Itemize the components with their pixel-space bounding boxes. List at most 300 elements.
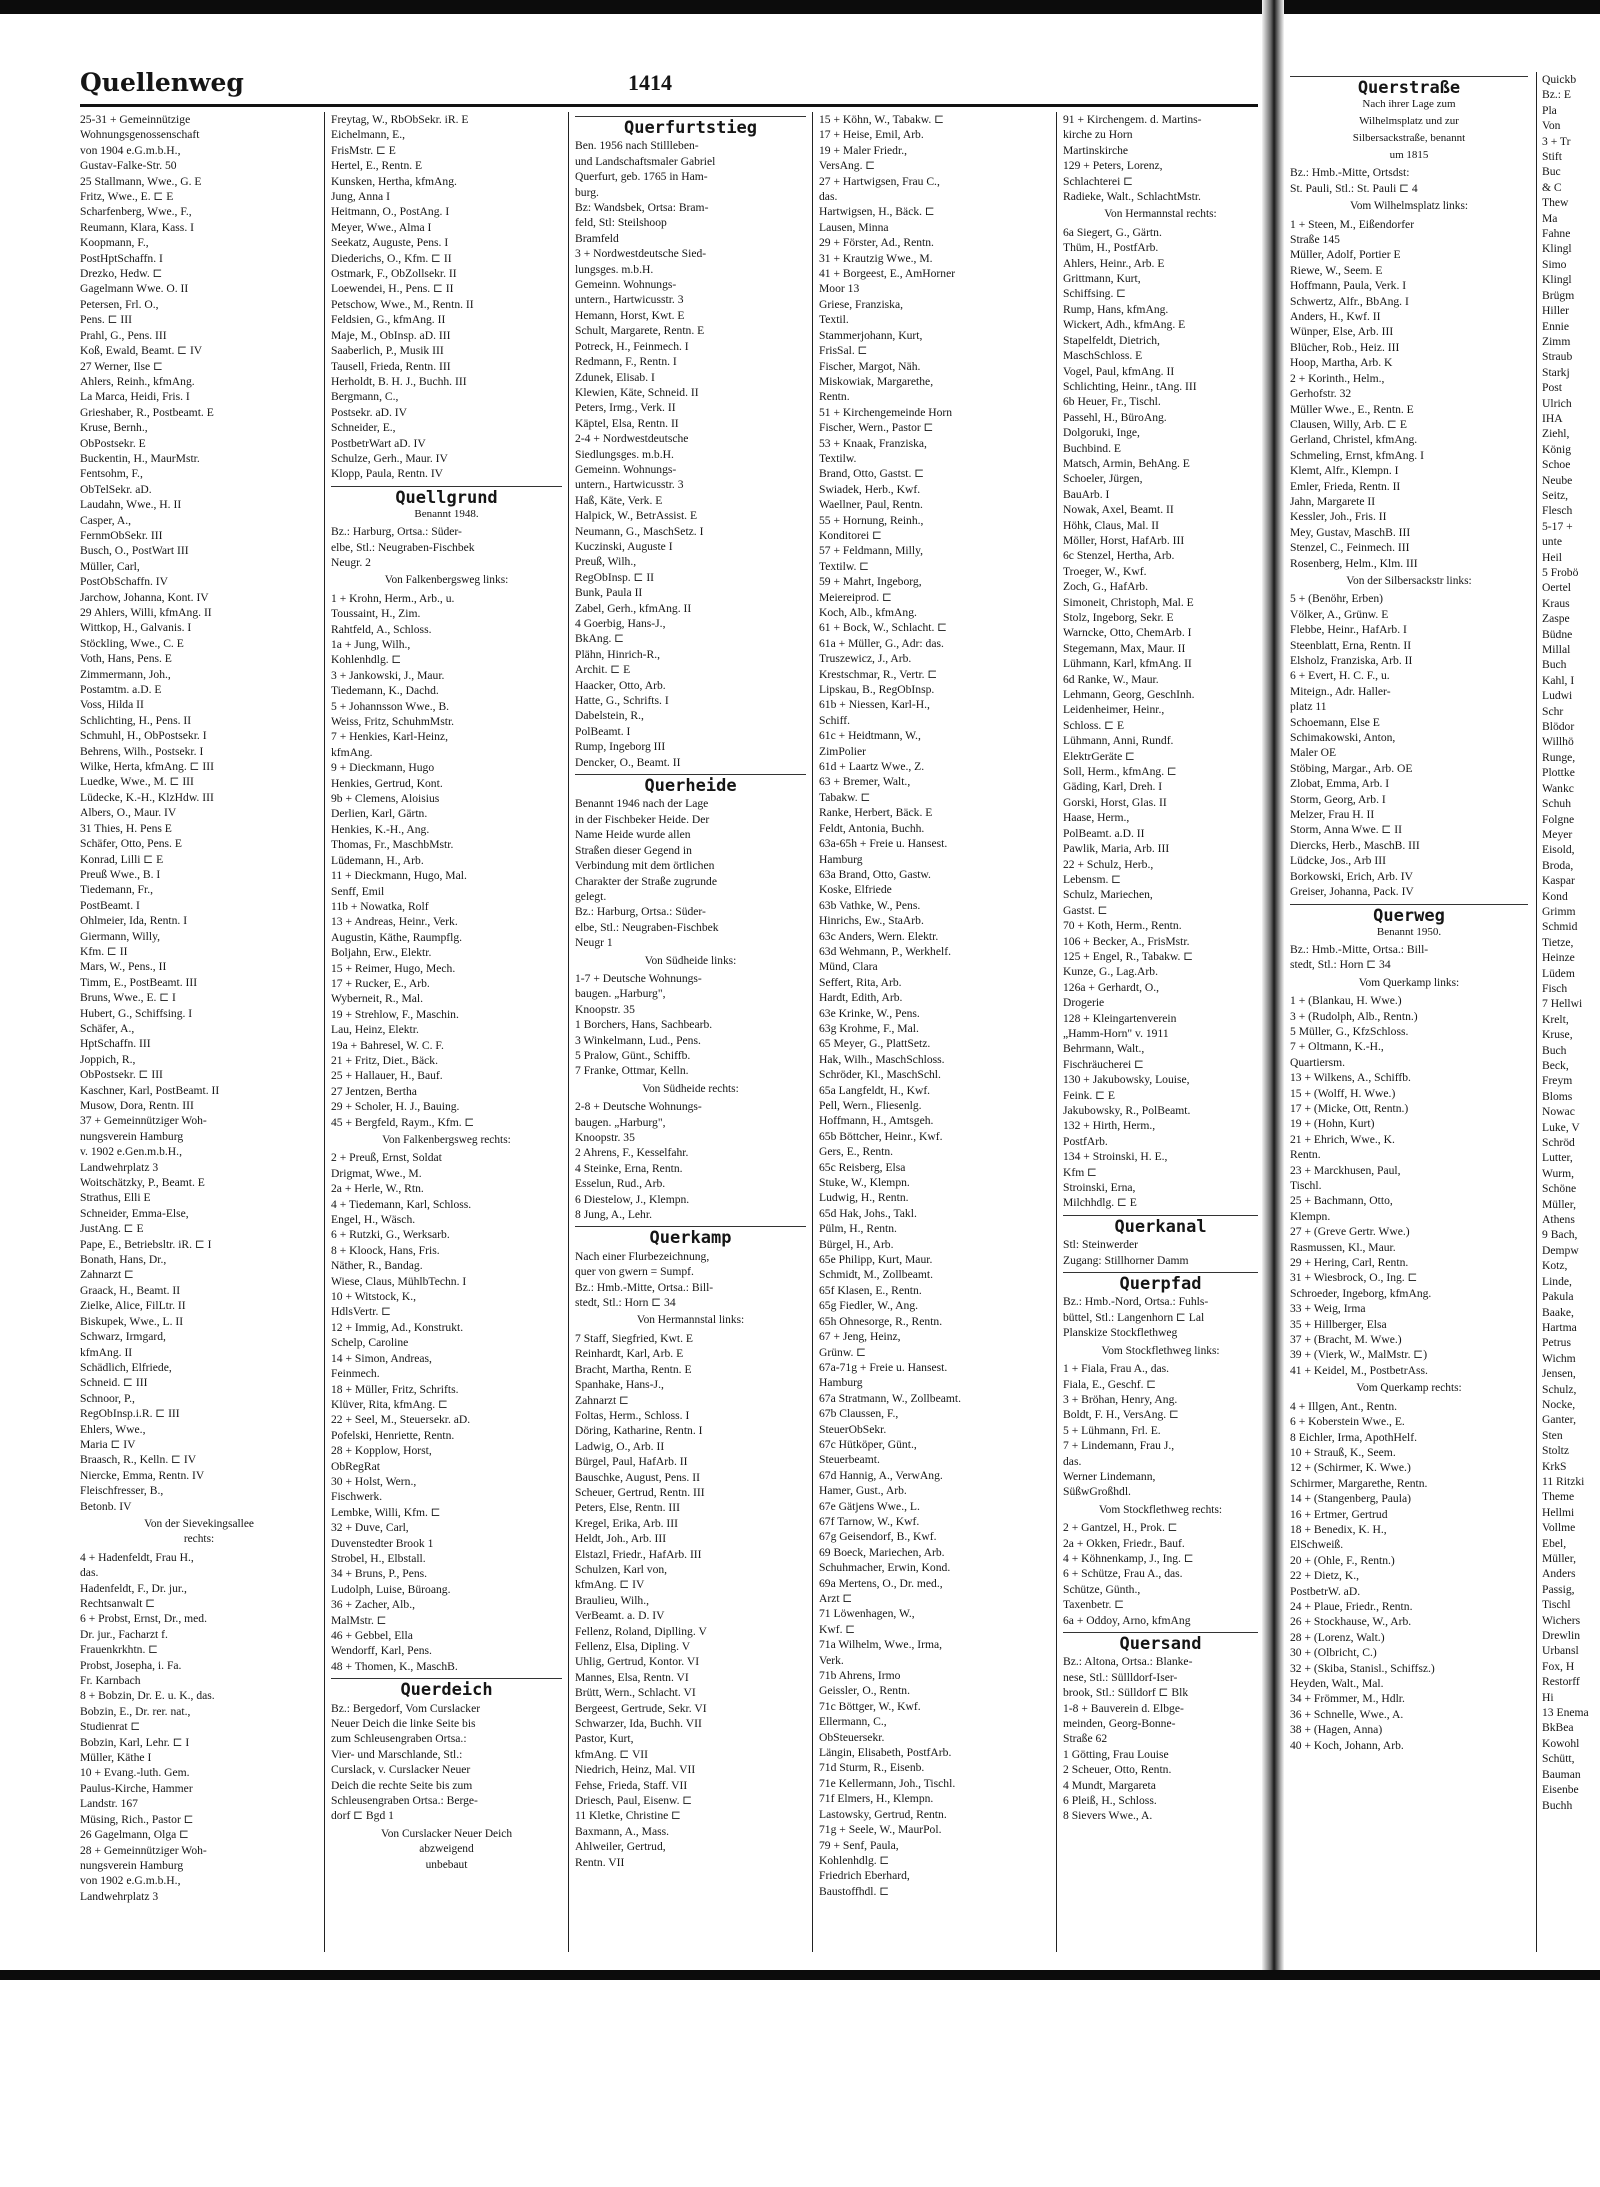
entry-line: Tischl bbox=[1542, 1598, 1571, 1612]
entry-line: Scharfenberg, Wwe., F., bbox=[80, 205, 192, 219]
entry-line: Simoneit, Christoph, Mal. E bbox=[1063, 595, 1194, 609]
entry-line: 41 + Borgeest, E., AmHorner bbox=[819, 267, 956, 281]
entry-line: 33 + Weig, Irma bbox=[1290, 1302, 1366, 1316]
entry-line: Kotz, bbox=[1542, 1259, 1568, 1273]
entry-line: Stammerjohann, Kurt, bbox=[819, 328, 923, 342]
entry-line: 2 + Preuß, Ernst, Soldat bbox=[331, 1151, 442, 1165]
entry-line: Schneider, E., bbox=[331, 421, 396, 435]
entry-line: Straße 62 bbox=[1063, 1732, 1108, 1746]
entry-line: Scheuer, Gertrud, Rentn. III bbox=[575, 1485, 705, 1499]
column bbox=[812, 112, 1050, 1952]
entry-line: Käptel, Elsa, Rentn. II bbox=[575, 416, 679, 430]
subheading-line: Von Curslacker Neuer Deich bbox=[380, 1827, 513, 1840]
entry-line: Thüm, H., PostfArb. bbox=[1063, 241, 1159, 255]
entry-line: Moor 13 bbox=[819, 282, 860, 296]
entry-line: 25 + Hallauer, H., Bauf. bbox=[331, 1069, 443, 1083]
street-description: Nach ihrer Lage zum bbox=[1362, 98, 1456, 111]
address-block bbox=[331, 1150, 562, 1674]
entry-line: Geissler, O., Rentn. bbox=[819, 1684, 910, 1698]
entry-line: 3 + Tr bbox=[1542, 134, 1571, 148]
entry-line: 67c Hütköper, Günt., bbox=[819, 1437, 917, 1451]
entry-line: Soll, Herm., kfmAng. ⊏ bbox=[1063, 765, 1177, 779]
entry-line: Jung, Anna I bbox=[331, 190, 390, 204]
entry-line: Rasmussen, Kl., Maur. bbox=[1290, 1240, 1396, 1254]
entry-line: Niercke, Emma, Rentn. IV bbox=[80, 1468, 205, 1482]
entry-line: Postamtm. a.D. E bbox=[80, 683, 162, 697]
entry-line: Bauman bbox=[1542, 1767, 1581, 1781]
entry-line: Lehmann, Georg, GeschInh. bbox=[1063, 688, 1195, 702]
entry-line: Schäfer, Otto, Pens. E bbox=[80, 837, 182, 851]
entry-line: St. Pauli, Stl.: St. Pauli ⊏ 4 bbox=[1290, 181, 1418, 195]
entry-line: 55 + Hornung, Reinh., bbox=[819, 513, 924, 527]
address-block bbox=[331, 112, 562, 482]
street-section bbox=[1063, 1215, 1258, 1235]
entry-line: Rentn. VII bbox=[575, 1855, 625, 1869]
entry-line: Rechtsanwalt ⊏ bbox=[80, 1597, 156, 1610]
entry-line: Buch bbox=[1542, 1043, 1567, 1057]
entry-line: Biskupek, Wwe., L. II bbox=[80, 1314, 184, 1328]
entry-line: 67d Hannig, A., VerwAng. bbox=[819, 1468, 943, 1482]
entry-line: Bergmann, C., bbox=[331, 390, 399, 404]
entry-line: Ranke, Herbert, Bäck. E bbox=[819, 806, 933, 820]
entry-line: Haacker, Otto, Arb. bbox=[575, 678, 666, 692]
street-heading: Querheide bbox=[644, 776, 737, 797]
entry-line: 13 + Wilkens, A., Schiffb. bbox=[1290, 1071, 1411, 1085]
entry-line: 19 + Strehlow, F., Maschin. bbox=[331, 1007, 459, 1021]
entry-line: Wichm bbox=[1542, 1351, 1576, 1365]
entry-line: Luedke, Wwe., M. ⊏ III bbox=[80, 775, 194, 789]
entry-line: Kruse, Bernh., bbox=[80, 421, 148, 435]
entry-line: Wichers bbox=[1542, 1613, 1581, 1627]
entry-line: Schulze, Gerh., Maur. IV bbox=[331, 451, 448, 465]
street-description: um 1815 bbox=[1389, 149, 1429, 162]
entry-line: 79 + Senf, Paula, bbox=[819, 1838, 899, 1852]
entry-line: Ahlers, Heinr., Arb. E bbox=[1063, 256, 1165, 270]
running-head-street: Quellenweg bbox=[80, 68, 244, 97]
entry-line: 6a Siegert, G., Gärtn. bbox=[1063, 225, 1162, 239]
entry-line: zum Schleusengraben Ortsa.: bbox=[331, 1732, 467, 1746]
entry-line: Hertel, E., Rentn. E bbox=[331, 159, 423, 173]
entry-line: Verbindung mit dem örtlichen bbox=[575, 859, 715, 873]
subheading-line: Vom Wilhelmsplatz links: bbox=[1349, 200, 1469, 213]
entry-line: 29 Ahlers, Willi, kfmAng. II bbox=[80, 606, 212, 619]
entry-line: Schimakowski, Anton, bbox=[1290, 731, 1396, 745]
entry-line: 9 + Dieckmann, Hugo bbox=[331, 761, 435, 775]
entry-line: 71d Sturm, R., Eisenb. bbox=[819, 1761, 925, 1775]
entry-line: Schlichting, H., Pens. II bbox=[80, 713, 192, 727]
entry-line: Textil. bbox=[819, 313, 849, 327]
entry-line: 6 + Koberstein Wwe., E. bbox=[1290, 1415, 1405, 1429]
entry-line: Strobel, H., Elbstall. bbox=[331, 1551, 426, 1565]
entry-line: Maje, M., ObInsp. aD. III bbox=[331, 328, 451, 342]
entry-line: Jahn, Margarete II bbox=[1290, 494, 1376, 508]
entry-line: Diederichs, O., Kfm. ⊏ II bbox=[331, 251, 452, 265]
entry-line: Verk. bbox=[819, 1653, 844, 1667]
entry-line: 34 + Frömmer, M., Hdlr. bbox=[1290, 1692, 1405, 1706]
entry-line: 4 + Illgen, Ant., Rentn. bbox=[1290, 1399, 1398, 1413]
entry-line: Fiala, E., Geschf. ⊏ bbox=[1063, 1377, 1157, 1391]
entry-line: Bobzin, E., Dr. rer. nat., bbox=[80, 1704, 191, 1718]
entry-line: Schuhmacher, Erwin, Kond. bbox=[819, 1561, 951, 1575]
entry-line: Fr. Karnbach bbox=[80, 1674, 141, 1688]
address-block bbox=[1290, 993, 1528, 1378]
entry-line: KrkS bbox=[1542, 1459, 1567, 1473]
entry-line: Potreck, H., Feinmech. I bbox=[575, 339, 689, 353]
entry-line: 22 + Dietz, K., bbox=[1290, 1569, 1360, 1583]
entry-line: das. bbox=[80, 1566, 99, 1580]
entry-line: untern., Hartwicusstr. 3 bbox=[575, 293, 684, 307]
entry-line: Ohlmeier, Ida, Rentn. I bbox=[80, 914, 188, 928]
entry-line: 36 + Schnelle, Wwe., A. bbox=[1290, 1707, 1404, 1721]
entry-line: 23 + Marckhusen, Paul, bbox=[1290, 1163, 1401, 1177]
entry-line: Klewien, Käte, Schneid. II bbox=[575, 385, 699, 399]
entry-line: Fischer, Wern., Pastor ⊏ bbox=[819, 421, 934, 435]
entry-line: 59 + Mahrt, Ingeborg, bbox=[819, 575, 922, 589]
entry-line: 61d + Laartz Wwe., Z. bbox=[819, 760, 925, 774]
entry-line: nese, Stl.: Süllldorf-Iser- bbox=[1063, 1670, 1178, 1684]
entry-line: Timm, E., PostBeamt. III bbox=[80, 975, 198, 989]
entry-line: Klingl bbox=[1542, 242, 1572, 256]
side-subheading bbox=[1063, 207, 1258, 222]
entry-line: Textilw. ⊏ bbox=[819, 559, 870, 573]
entry-line: Näther, R., Bandag. bbox=[331, 1259, 423, 1273]
entry-line: 26 Gagelmann, Olga ⊏ bbox=[80, 1828, 189, 1842]
entry-line: Krelt, bbox=[1542, 1012, 1569, 1026]
entry-line: Querfurt, geb. 1765 in Ham- bbox=[575, 170, 708, 184]
entry-line: Schnoor, P., bbox=[80, 1391, 135, 1405]
entry-line: 4 Goerbig, Hans-J., bbox=[575, 617, 666, 630]
entry-line: Schloss. ⊏ E bbox=[1063, 718, 1125, 732]
entry-line: Arzt ⊏ bbox=[819, 1592, 853, 1605]
entry-line: Bz.: Hmb.-Nord, Ortsa.: Fuhls- bbox=[1063, 1295, 1209, 1309]
entry-line: 22 + Seel, M., Steuersekr. aD. bbox=[331, 1413, 471, 1427]
entry-line: 4 Steinke, Erna, Rentn. bbox=[575, 1161, 683, 1175]
entry-line: Diercks, Herb., MaschB. III bbox=[1290, 838, 1420, 852]
entry-line: Ludolph, Luise, Büroang. bbox=[331, 1582, 451, 1596]
entry-line: Müller, Carl, bbox=[80, 559, 140, 573]
subheading-line: Vom Querkamp links: bbox=[1358, 976, 1460, 989]
entry-line: Senff, Emil bbox=[331, 884, 385, 898]
entry-line: 63e Krinke, W., Pens. bbox=[819, 1006, 920, 1020]
entry-line: Lühmann, Anni, Rundf. bbox=[1063, 734, 1174, 748]
entry-line: Niedrich, Heinz, Mal. VII bbox=[575, 1763, 696, 1777]
entry-line: Kond bbox=[1542, 889, 1568, 903]
subheading-line: Von Falkenbergsweg links: bbox=[384, 574, 509, 587]
entry-line: Gemeinn. Wohnungs- bbox=[575, 278, 677, 292]
entry-line: 8 Sievers Wwe., A. bbox=[1063, 1809, 1153, 1823]
entry-line: Heldt, Joh., Arb. III bbox=[575, 1532, 667, 1546]
entry-line: Tischl. bbox=[1290, 1179, 1322, 1192]
entry-line: Hartwigsen, H., Bäck. ⊏ bbox=[819, 205, 935, 219]
street-description: Wilhelmsplatz und zur bbox=[1359, 115, 1459, 128]
entry-line: Kraus bbox=[1542, 596, 1570, 610]
entry-line: Folgne bbox=[1542, 812, 1575, 826]
entry-line: 12 + (Schirmer, K. Wwe.) bbox=[1290, 1461, 1411, 1475]
side-subheading bbox=[80, 1517, 318, 1548]
entry-line: Urbansl bbox=[1542, 1644, 1579, 1658]
entry-line: Fischwerk. bbox=[331, 1490, 383, 1504]
entry-line: unte bbox=[1542, 535, 1562, 549]
entry-line: Hatte, G., Schrifts. I bbox=[575, 694, 669, 708]
entry-line: 71b Ahrens, Irmo bbox=[819, 1669, 901, 1683]
entry-line: Wittkop, H., Galvanis. I bbox=[80, 621, 192, 635]
entry-line: Haß, Käte, Verk. E bbox=[575, 493, 663, 507]
entry-line: 71c Böttger, W., Kwf. bbox=[819, 1699, 921, 1713]
entry-line: Schmeling, Ernst, kfmAng. I bbox=[1290, 448, 1424, 462]
entry-line: Brügm bbox=[1542, 288, 1575, 302]
entry-line: Stapelfeldt, Dietrich, bbox=[1063, 333, 1160, 347]
entry-line: 61 + Bock, W., Schlacht. ⊏ bbox=[819, 621, 948, 635]
entry-line: 51 + Kirchengemeinde Horn bbox=[819, 405, 953, 419]
entry-line: Betonb. IV bbox=[80, 1499, 132, 1513]
entry-line: 29 + Hering, Carl, Rentn. bbox=[1290, 1256, 1409, 1270]
entry-line: Mey, Gustav, MaschB. III bbox=[1290, 525, 1411, 539]
entry-line: Lüdecke, K.-H., KlzHdw. III bbox=[80, 790, 214, 804]
entry-line: Willhö bbox=[1542, 735, 1574, 749]
entry-line: PolBeamt. I bbox=[575, 724, 631, 738]
entry-line: Heil bbox=[1542, 550, 1562, 564]
entry-line: Archit. ⊏ E bbox=[575, 663, 631, 677]
right-column bbox=[1290, 72, 1528, 1952]
entry-line: Kahl, I bbox=[1542, 673, 1575, 687]
entry-line: Ebel, bbox=[1542, 1536, 1567, 1550]
entry-line: 38 + (Hagen, Anna) bbox=[1290, 1723, 1383, 1737]
entry-line: Straub bbox=[1542, 350, 1573, 364]
entry-line: 126a + Gerhardt, O., bbox=[1063, 980, 1160, 994]
address-block bbox=[1290, 1399, 1528, 1753]
subheading-line: Von Hermannstal links: bbox=[636, 1314, 745, 1327]
entry-line: Oertel bbox=[1542, 581, 1571, 595]
entry-line: Buchbind. E bbox=[1063, 441, 1121, 455]
entry-line: Laudahn, Wwe., H. II bbox=[80, 498, 182, 512]
entry-line: Quickb bbox=[1542, 73, 1577, 86]
entry-line: Hartma bbox=[1542, 1320, 1577, 1334]
entry-line: Baake, bbox=[1542, 1305, 1574, 1319]
entry-line: Lüdcke, Jos., Arb III bbox=[1290, 854, 1386, 868]
entry-line: Kregel, Erika, Arb. III bbox=[575, 1516, 679, 1530]
entry-line: 3 Winkelmann, Lud., Pens. bbox=[575, 1033, 701, 1047]
side-subheading bbox=[1290, 574, 1528, 589]
entry-line: Hoop, Martha, Arb. K bbox=[1290, 356, 1393, 370]
entry-line: Schoemann, Else E bbox=[1290, 715, 1380, 729]
entry-line: Melzer, Frau H. II bbox=[1290, 808, 1375, 822]
entry-line: 67a-71g + Freie u. Hansest. bbox=[819, 1360, 948, 1374]
entry-line: Graack, H., Beamt. II bbox=[80, 1283, 181, 1297]
entry-line: Buch bbox=[1542, 658, 1567, 672]
entry-line: Lutter, bbox=[1542, 1151, 1573, 1165]
entry-line: Döring, Katharine, Rentn. I bbox=[575, 1424, 703, 1438]
entry-line: 17 + (Micke, Ott, Rentn.) bbox=[1290, 1101, 1409, 1115]
entry-line: Elstazl, Friedr., HafArb. III bbox=[575, 1547, 702, 1561]
entry-line: Lembke, Willi, Kfm. ⊏ bbox=[331, 1505, 441, 1519]
entry-line: Schlachterei ⊏ bbox=[1063, 174, 1134, 188]
entry-line: Deich die rechte Seite bis zum bbox=[331, 1778, 473, 1792]
entry-line: Wendorff, Karl, Pens. bbox=[331, 1644, 432, 1658]
entry-line: Postsekr. aD. IV bbox=[331, 405, 407, 419]
entry-line: Storm, Anna Wwe. ⊏ II bbox=[1290, 823, 1402, 837]
entry-line: Schädlich, Elfriede, bbox=[80, 1360, 172, 1374]
entry-line: Zoch, G., HafArb. bbox=[1063, 580, 1148, 594]
entry-line: 25 + Bachmann, Otto, bbox=[1290, 1194, 1393, 1208]
entry-line: 1 + Fiala, Frau A., das. bbox=[1063, 1362, 1170, 1376]
entry-line: Koch, Alb., kfmAng. bbox=[819, 606, 917, 619]
entry-line: das. bbox=[819, 190, 838, 204]
column bbox=[324, 112, 562, 1952]
entry-line: Boljahn, Erw., Elektr. bbox=[331, 946, 432, 960]
entry-line: Friedrich Eberhard, bbox=[819, 1869, 910, 1883]
entry-line: platz 11 bbox=[1290, 700, 1327, 714]
entry-line: Jensen, bbox=[1542, 1367, 1576, 1381]
entry-line: Münd, Clara bbox=[819, 960, 878, 974]
entry-line: Kowohl bbox=[1542, 1736, 1580, 1750]
entry-line: 63a-65h + Freie u. Hansest. bbox=[819, 837, 948, 851]
entry-line: 1 Borchers, Hans, Sachbearb. bbox=[575, 1018, 713, 1032]
entry-line: Möller, Horst, HafArb. III bbox=[1063, 533, 1185, 547]
entry-line: Sten bbox=[1542, 1428, 1563, 1442]
street-section bbox=[575, 1226, 806, 1249]
entry-line: Miteign., Adr. Haller- bbox=[1290, 684, 1391, 698]
entry-line: Woitschätzky, P., Beamt. E bbox=[80, 1176, 205, 1190]
entry-line: 32 + (Skiba, Stanisl., Schiffsz.) bbox=[1290, 1661, 1435, 1675]
entry-line: Luke, V bbox=[1542, 1120, 1580, 1134]
running-head bbox=[80, 60, 1258, 107]
entry-line: 8 Jung, A., Lehr. bbox=[575, 1208, 652, 1222]
entry-line: 11b + Nowatka, Rolf bbox=[331, 899, 429, 913]
entry-line: 25-31 + Gemeinnützige bbox=[80, 113, 191, 126]
entry-line: Petschow, Wwe., M., Rentn. II bbox=[331, 297, 474, 311]
entry-line: Swiadek, Herb., Kwf. bbox=[819, 482, 921, 496]
entry-line: Ennie bbox=[1542, 319, 1570, 333]
entry-line: Brütt, Wern., Schlacht. VI bbox=[575, 1686, 696, 1700]
entry-line: 15 + Köhn, W., Tabakw. ⊏ bbox=[819, 113, 945, 126]
address-block bbox=[1290, 942, 1528, 973]
entry-line: Duvenstedter Brook 1 bbox=[331, 1536, 434, 1550]
entry-line: 53 + Knaak, Franziska, bbox=[819, 436, 927, 450]
entry-line: Lipskau, B., RegObInsp. bbox=[819, 683, 935, 697]
address-block bbox=[575, 1099, 806, 1222]
entry-line: Müller Wwe., E., Rentn. E bbox=[1290, 402, 1414, 416]
entry-line: Truszewicz, J., Arb. bbox=[819, 652, 912, 666]
entry-line: Schulzen, Karl von, bbox=[575, 1562, 668, 1576]
entry-line: Curslack, v. Curslacker Neuer bbox=[331, 1763, 471, 1777]
entry-line: Bürgel, H., Arb. bbox=[819, 1237, 894, 1251]
entry-line: 65g Fiedler, W., Ang. bbox=[819, 1299, 919, 1313]
entry-line: 6b Heuer, Fr., Tischl. bbox=[1063, 395, 1161, 409]
entry-line: Schütze, Günth., bbox=[1063, 1582, 1141, 1596]
address-block bbox=[1063, 225, 1258, 1211]
entry-line: Gagelmann Wwe. O. II bbox=[80, 282, 189, 296]
entry-line: Fritz, Wwe., E. ⊏ E bbox=[80, 190, 174, 204]
entry-line: 21 + Fritz, Diet., Bäck. bbox=[331, 1053, 438, 1067]
entry-line: Bloms bbox=[1542, 1089, 1573, 1103]
entry-line: büttel, Stl.: Langenhorn ⊏ Lal bbox=[1063, 1310, 1205, 1324]
entry-line: Thew bbox=[1542, 196, 1569, 210]
entry-line: Landstr. 167 bbox=[80, 1797, 138, 1811]
entry-line: Fellenz, Roland, Diplling. V bbox=[575, 1624, 707, 1638]
entry-line: Stuke, W., Klempn. bbox=[819, 1176, 910, 1190]
entry-line: Zimmermann, Joh., bbox=[80, 667, 171, 681]
entry-line: BkBea bbox=[1542, 1721, 1574, 1735]
entry-line: Gastst. ⊏ bbox=[1063, 903, 1108, 917]
entry-line: Schmuhl, H., ObPostsekr. I bbox=[80, 729, 207, 743]
entry-line: Brand, Otto, Gastst. ⊏ bbox=[819, 467, 925, 481]
entry-line: Restorff bbox=[1542, 1675, 1580, 1689]
entry-line: Heinze bbox=[1542, 951, 1575, 965]
entry-line: Rentn. bbox=[819, 390, 850, 404]
entry-line: Schäfer, A., bbox=[80, 1021, 135, 1035]
entry-line: 10 + Witstock, K., bbox=[331, 1290, 417, 1304]
entry-line: 134 + Stroinski, H. E., bbox=[1063, 1150, 1168, 1164]
entry-line: Mars, W., Pens., II bbox=[80, 960, 167, 974]
side-subheading bbox=[575, 1313, 806, 1328]
entry-line: Landwehrplatz 3 bbox=[80, 1160, 159, 1174]
entry-line: Tiedemann, K., Dachd. bbox=[331, 684, 439, 698]
entry-line: 65e Philipp, Kurt, Maur. bbox=[819, 1253, 933, 1267]
entry-line: Fentsohm, F., bbox=[80, 467, 143, 481]
entry-line: Müller, bbox=[1542, 1552, 1576, 1565]
entry-line: 15 + Reimer, Hugo, Mech. bbox=[331, 961, 456, 975]
entry-line: 10 + Strauß, K., Seem. bbox=[1290, 1445, 1396, 1459]
entry-line: 57 + Feldmann, Milly, bbox=[819, 544, 924, 558]
entry-line: 2 + Gantzel, H., Prok. ⊏ bbox=[1063, 1521, 1178, 1535]
entry-line: Müsing, Rich., Pastor ⊏ bbox=[80, 1812, 194, 1826]
entry-line: Busch, O., PostWart III bbox=[80, 544, 189, 558]
entry-line: 67e Gätjens Wwe., L. bbox=[819, 1499, 920, 1513]
entry-line: 2-4 + Nordwestdeutsche bbox=[575, 432, 689, 446]
entry-line: Knoopstr. 35 bbox=[575, 1002, 635, 1016]
entry-line: 1 Götting, Frau Louise bbox=[1063, 1747, 1169, 1761]
entry-line: 26 + Stockhause, W., Arb. bbox=[1290, 1615, 1412, 1629]
entry-line: ZimPolier bbox=[819, 744, 867, 758]
entry-line: Bürgel, Paul, HafArb. II bbox=[575, 1455, 688, 1469]
entry-line: Drigmat, Wwe., M. bbox=[331, 1166, 422, 1180]
entry-line: Ehlers, Wwe., bbox=[80, 1422, 146, 1436]
entry-line: 16 + Ertmer, Gertrud bbox=[1290, 1507, 1388, 1521]
entry-line: 18 + Benedix, K. H., bbox=[1290, 1522, 1387, 1536]
entry-line: SüßwGroßhdl. bbox=[1063, 1485, 1131, 1499]
entry-line: Dolgoruki, Inge, bbox=[1063, 426, 1140, 440]
entry-line: Vogel, Paul, kfmAng. II bbox=[1063, 364, 1175, 378]
entry-line: 1-8 + Bauverein d. Elbge- bbox=[1063, 1701, 1184, 1715]
entry-line: Fischer, Margot, Näh. bbox=[819, 359, 921, 373]
address-block bbox=[331, 524, 562, 570]
entry-line: FrisMstr. ⊏ E bbox=[331, 143, 396, 157]
entry-line: VersAng. ⊏ bbox=[819, 159, 876, 173]
entry-line: 63c Anders, Wern. Elektr. bbox=[819, 929, 939, 943]
entry-line: Behrmann, Walt., bbox=[1063, 1042, 1145, 1056]
side-subheading bbox=[331, 1827, 562, 1873]
entry-line: Peters, Else, Rentn. III bbox=[575, 1501, 680, 1515]
entry-line: Müller, bbox=[1542, 1197, 1576, 1211]
entry-line: Nowac bbox=[1542, 1105, 1575, 1119]
entry-line: Griese, Franziska, bbox=[819, 297, 904, 311]
entry-line: Blücher, Rob., Heiz. III bbox=[1290, 340, 1400, 354]
entry-line: Schelp, Caroline bbox=[331, 1336, 409, 1350]
street-heading: Querfurtstieg bbox=[623, 118, 758, 138]
entry-line: 18 + Müller, Fritz, Schrifts. bbox=[331, 1382, 459, 1396]
entry-line: 46 + Gebbel, Ella bbox=[331, 1629, 413, 1642]
entry-line: Fox, H bbox=[1542, 1659, 1575, 1673]
entry-line: Seffert, Rita, Arb. bbox=[819, 975, 902, 989]
entry-line: Riewe, W., Seem. E bbox=[1290, 263, 1383, 277]
entry-line: Zabel, Gerh., kfmAng. II bbox=[575, 601, 692, 615]
entry-line: 5 + Johannsson Wwe., B. bbox=[331, 699, 450, 713]
entry-line: 10 + Evang.-luth. Gem. bbox=[80, 1766, 190, 1780]
entry-line: Meiereiprod. ⊏ bbox=[819, 590, 892, 604]
entry-line: 65d Hak, Johs., Takl. bbox=[819, 1206, 917, 1220]
entry-line: Grieshaber, R., Postbeamt. E bbox=[80, 405, 214, 419]
entry-line: Herholdt, B. H. J., Buchh. III bbox=[331, 374, 467, 388]
